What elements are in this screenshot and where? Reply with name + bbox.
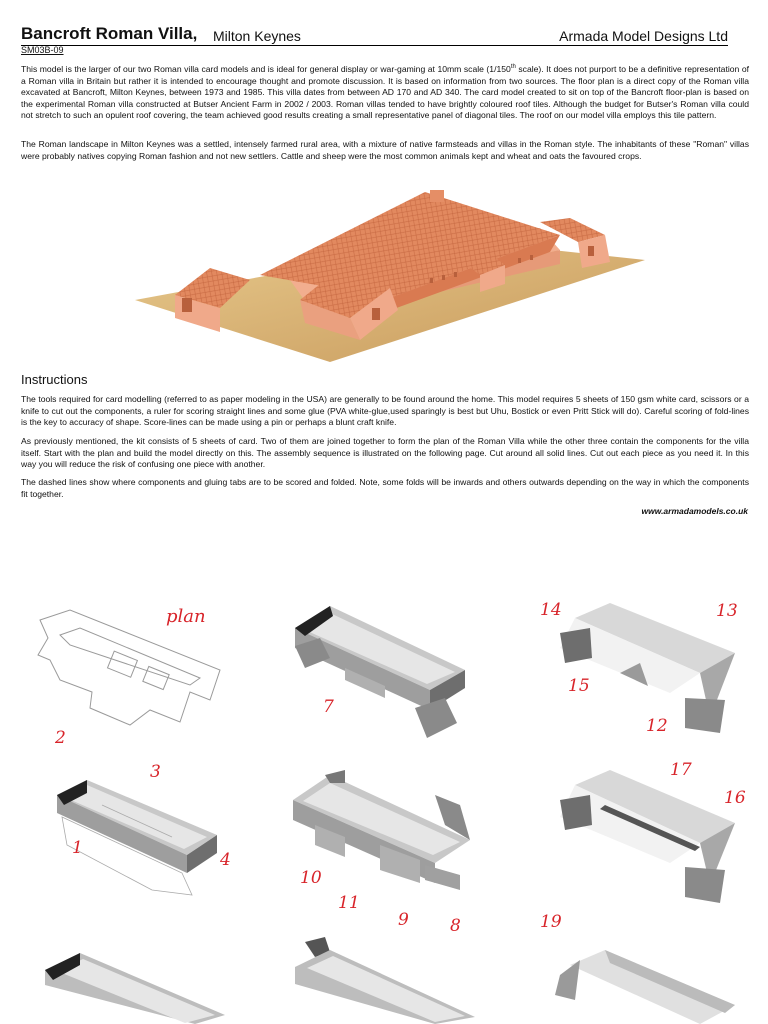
page-subtitle: Milton Keynes [213,28,301,44]
label-4: 4 [220,850,231,870]
label-15: 15 [568,676,590,696]
page-title: Bancroft Roman Villa, [21,24,198,43]
diagram-walls-1-4 [42,765,232,905]
company-name: Armada Model Designs Ltd [559,28,728,44]
label-8: 8 [450,916,461,936]
instructions-paragraph-1: The tools required for card modelling (referred to as paper modeling in the USA) are generally to be found around the home. This model requires 5 sheets of 150 gsm white card, scissors or a knife to cut out the components, a ruler for scoring straight lines and some glue (PVA white-glue,used sparingly is best but Uhu, Bostick or even Pritt Stick will do). Careful scoring of fold-lines is the key to accuracy of shape. Score-lines can be made using a pin or perhaps a blunt craft knife. [21,394,749,427]
diagram-step-19 [550,925,750,1024]
instructions-heading: Instructions [21,372,88,387]
label-1: 1 [72,838,83,858]
intro-paragraph-2: The Roman landscape in Milton Keynes was a settled, intensely farmed rural area, with a mixture of native farmsteads and villas in the Roman style. The inhabitants of these "Roman" villas were probably natives copying Roman fashion and not new settlers. Cattle and sheep were the most common animals kept and wheat and oats the favoured crops. [21,139,749,161]
label-17: 17 [670,760,692,780]
instructions-paragraph-3: The dashed lines show where components and gluing tabs are to be scored and folded. Note, some folds will be inwards and others outwards depending on the way in which the components fit together. [21,477,749,499]
label-19: 19 [540,912,562,932]
product-code: SM03B-09 [21,45,64,55]
label-3: 3 [150,762,161,782]
label-9: 9 [398,910,409,930]
diagram-step-7 [285,598,475,748]
label-14: 14 [540,600,562,620]
label-plan: plan [166,606,206,627]
label-2: 2 [55,728,66,748]
label-12: 12 [646,716,668,736]
label-10: 10 [300,868,322,888]
villa-render-image [130,180,650,365]
label-16: 16 [724,788,746,808]
title-row [21,25,728,46]
diagram-roof-16-17 [550,765,750,915]
label-11: 11 [338,893,360,913]
website-link[interactable]: www.armadamodels.co.uk [641,506,748,516]
label-7: 7 [323,697,334,717]
intro-paragraph-1: This model is the larger of our two Roman villa card models and is ideal for general display or war-gaming at 10mm scale (1/150th scale). It does not purport to be a definitive representation of a Roman villa in Britain but rather it is intended to encourage thought and promote discussion. It is based on information from two sources. The floor plan is a direct copy of the Roman villa excavated at Bancroft, Milton Keynes, between 1973 and 1985. This villa dates from between AD 170 and AD 340. The card model created to sit on top of the Bancroft floor-plan is based on the experimental Roman villa constructed at Butser Ancient Farm in 2002 / 2003. Roman villas tended to have brightly coloured roof tiles. Although the budget for Butser's Roman villa could not stretch to such an opulent roof covering, the team achieved good results creating a small representative panel of diagonal tiles. The roof on our model villa employs this tile pattern. [21,64,749,120]
diagram-step-bottom-middle [285,932,475,1024]
label-13: 13 [716,601,738,621]
diagram-step-bottom-left [35,935,235,1024]
instructions-paragraph-2: As previously mentioned, the kit consists of 5 sheets of card. Two of them are joined together to form the plan of the Roman Villa while the other three contain the components for the villa itself. Start with the plan and build the model directly on this. The assembly sequence is illustrated on the following page. Cut around all solid lines. Cut out each piece as you need it. In this way you will reduce the risk of confusing one piece with another. [21,436,749,469]
